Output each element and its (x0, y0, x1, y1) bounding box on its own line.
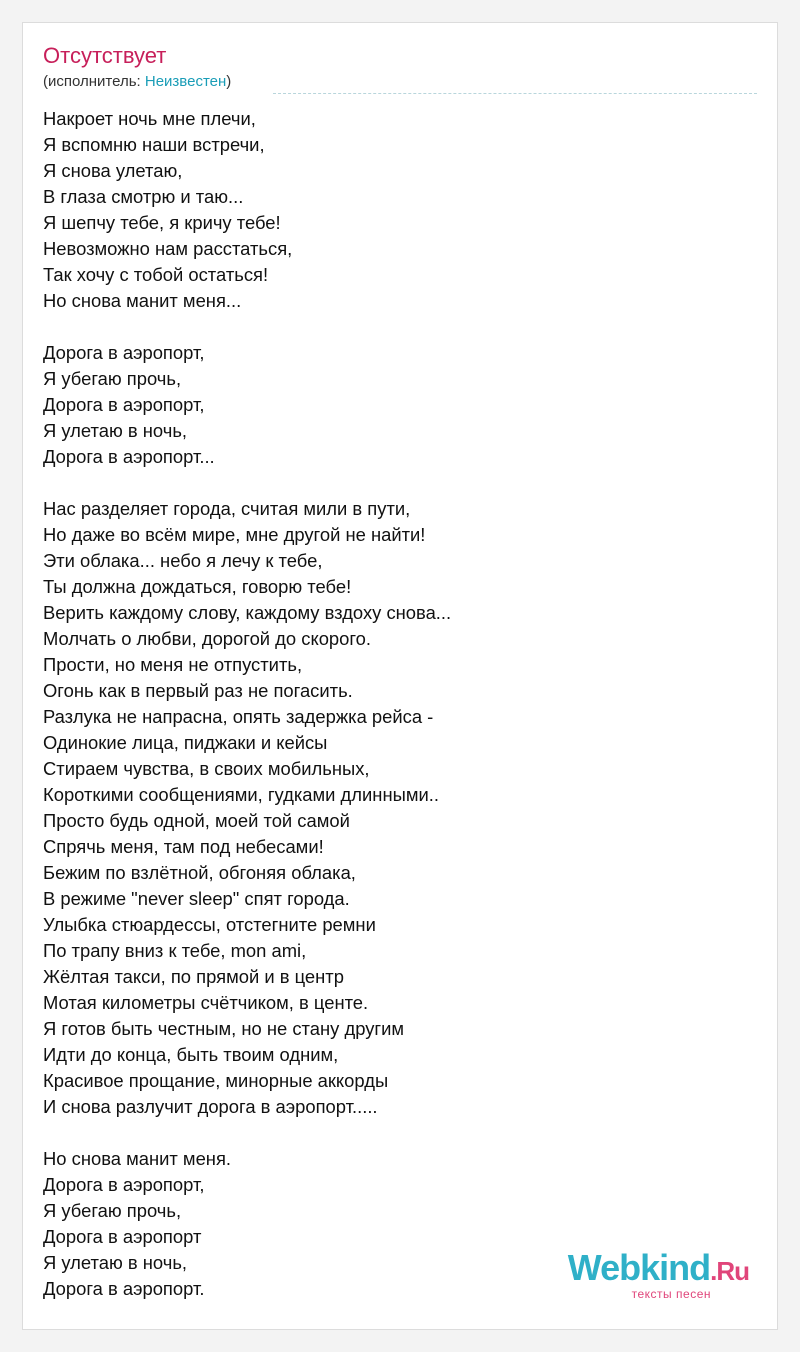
lyric-line: Разлука не напрасна, опять задержка рейса - (43, 706, 434, 727)
lyric-line: Красивое прощание, минорные аккорды (43, 1070, 389, 1091)
lyric-line: Я шепчу тебе, я кричу тебе! (43, 212, 281, 233)
stanza-break (43, 470, 451, 496)
logo-tld: .Ru (710, 1256, 749, 1286)
lyric-line: Стираем чувства, в своих мобильных, (43, 758, 370, 779)
lyric-line: Но снова манит меня. (43, 1148, 232, 1169)
lyric-line: Мотая километры счётчиком, в центе. (43, 992, 369, 1013)
stanza-break (43, 314, 451, 340)
lyric-line: Идти до конца, быть твоим одним, (43, 1044, 339, 1065)
lyric-line: Ты должна дождаться, говорю тебе! (43, 576, 352, 597)
lyric-line: Я улетаю в ночь, (43, 420, 188, 441)
lyric-line: По трапу вниз к тебе, mon ami, (43, 940, 307, 961)
lyrics-card (22, 22, 778, 1330)
artist-link[interactable]: Неизвестен (144, 73, 227, 90)
lyric-line: Но снова манит меня... (43, 290, 242, 311)
lyric-line: Эти облака... небо я лечу к тебе, (43, 550, 323, 571)
lyric-line: Дорога в аэропорт, (43, 1174, 205, 1195)
dashed-divider (273, 93, 757, 94)
lyric-line: Я убегаю прочь, (43, 1200, 182, 1221)
lyric-line: Я готов быть честным, но не стану другим (43, 1018, 405, 1039)
site-logo[interactable] (567, 1247, 749, 1301)
lyric-line: В глаза смотрю и таю... (43, 186, 244, 207)
lyric-line: Прости, но меня не отпустить, (43, 654, 303, 675)
lyric-line: Дорога в аэропорт (43, 1226, 202, 1247)
lyric-line: Нас разделяет города, считая мили в пути, (43, 498, 411, 519)
lyric-line: Дорога в аэропорт, (43, 342, 205, 363)
lyric-line: Огонь как в первый раз не погасить. (43, 680, 353, 701)
lyric-line: И снова разлучит дорога в аэропорт..... (43, 1096, 378, 1117)
lyric-line: Я улетаю в ночь, (43, 1252, 188, 1273)
lyrics-body (43, 106, 451, 1302)
lyric-line: Короткими сообщениями, гудками длинными.. (43, 784, 439, 805)
lyric-line: Жёлтая такси, по прямой и в центр (43, 966, 344, 987)
lyric-line: Просто будь одной, моей той самой (43, 810, 350, 831)
byline-suffix: ) (226, 73, 232, 90)
artist-byline (43, 73, 231, 90)
song-title: Отсутствует (43, 43, 167, 68)
lyric-line: Накроет ночь мне плечи, (43, 108, 256, 129)
lyric-line: Я убегаю прочь, (43, 368, 182, 389)
lyric-line: Спрячь меня, там под небесами! (43, 836, 324, 857)
stanza-break (43, 1120, 451, 1146)
lyric-line: Дорога в аэропорт, (43, 394, 205, 415)
lyric-line: Улыбка стюардессы, отстегните ремни (43, 914, 376, 935)
logo-wordmark (567, 1247, 749, 1289)
lyric-line: Невозможно нам расстаться, (43, 238, 293, 259)
lyric-line: Дорога в аэропорт. (43, 1278, 205, 1299)
lyric-line: Одинокие лица, пиджаки и кейсы (43, 732, 328, 753)
logo-name: Webkind (567, 1247, 711, 1288)
lyric-line: В режиме "never sleep" спят города. (43, 888, 350, 909)
lyric-line: Бежим по взлётной, обгоняя облака, (43, 862, 356, 883)
lyric-line: Так хочу с тобой остаться! (43, 264, 269, 285)
lyric-line: Дорога в аэропорт... (43, 446, 215, 467)
lyric-line: Молчать о любви, дорогой до скорого. (43, 628, 372, 649)
logo-tagline: тексты песен (631, 1287, 711, 1301)
byline-prefix: (исполнитель: (43, 73, 145, 90)
lyric-line: Я вспомню наши встречи, (43, 134, 265, 155)
lyric-line: Я снова улетаю, (43, 160, 183, 181)
lyric-line: Но даже во всём мире, мне другой не найти! (43, 524, 426, 545)
lyric-line: Верить каждому слову, каждому вздоху снова... (43, 602, 452, 623)
